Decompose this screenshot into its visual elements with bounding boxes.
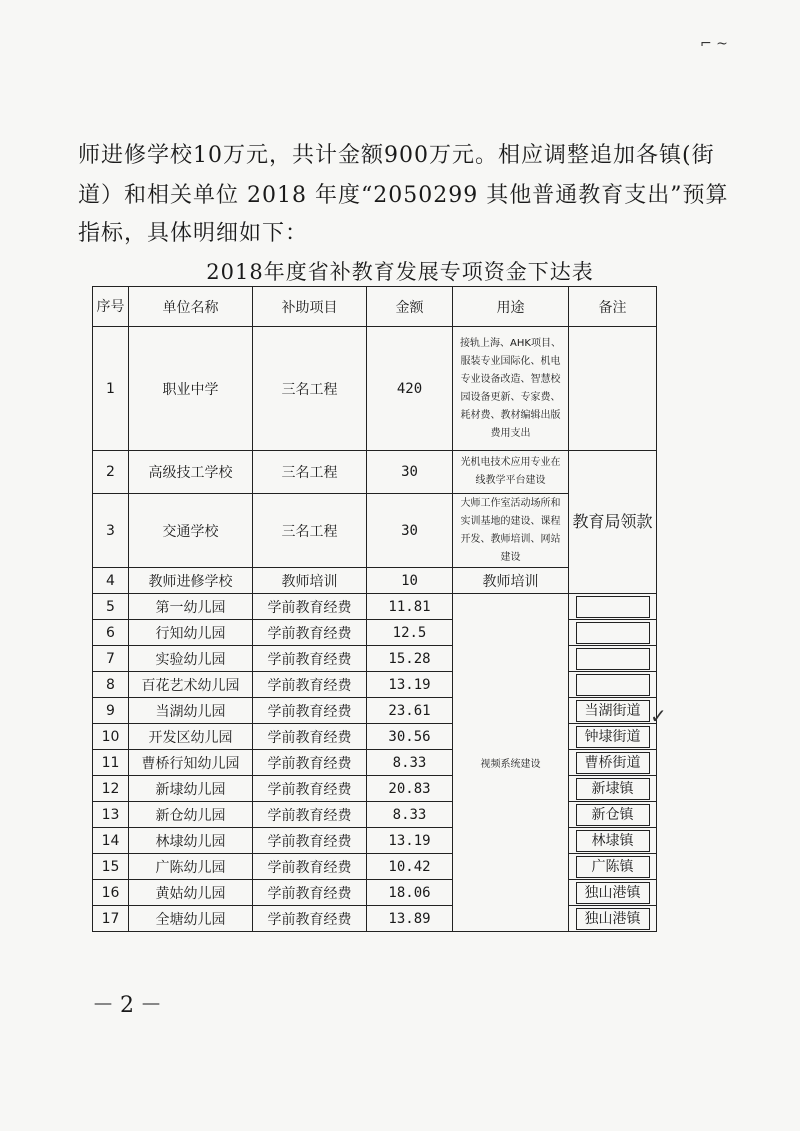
cell-amount: 30 (367, 494, 453, 568)
table-row (93, 672, 657, 698)
cell-amount: 18.06 (367, 880, 453, 906)
cell-seq: 8 (93, 672, 129, 698)
note-box: 当湖街道 (576, 700, 650, 722)
cell-note (569, 828, 657, 854)
cell-unit: 行知幼儿园 (129, 620, 253, 646)
cell-note-education-bureau: 教育局领款 (569, 451, 657, 594)
cell-unit: 曹桥行知幼儿园 (129, 750, 253, 776)
cell-amount: 13.89 (367, 906, 453, 932)
funds-allocation-table (92, 286, 657, 932)
cell-project: 三名工程 (253, 451, 367, 494)
cell-project: 学前教育经费 (253, 698, 367, 724)
cell-note (569, 776, 657, 802)
cell-note (569, 672, 657, 698)
cell-project: 学前教育经费 (253, 750, 367, 776)
table-row (93, 327, 657, 451)
cell-note (569, 594, 657, 620)
cell-project: 学前教育经费 (253, 724, 367, 750)
cell-seq: 4 (93, 568, 129, 594)
cell-unit: 交通学校 (129, 494, 253, 568)
cell-project: 学前教育经费 (253, 802, 367, 828)
header-project: 补助项目 (253, 287, 367, 327)
cell-note (569, 802, 657, 828)
cell-seq: 2 (93, 451, 129, 494)
cell-unit: 职业中学 (129, 327, 253, 451)
cell-amount: 10.42 (367, 854, 453, 880)
cell-unit: 当湖幼儿园 (129, 698, 253, 724)
cell-unit: 全塘幼儿园 (129, 906, 253, 932)
cell-seq: 3 (93, 494, 129, 568)
table-row (93, 828, 657, 854)
note-box: 新仓镇 (576, 804, 650, 826)
table-row (93, 880, 657, 906)
cell-seq: 6 (93, 620, 129, 646)
cell-seq: 5 (93, 594, 129, 620)
cell-note (569, 646, 657, 672)
cell-unit: 高级技工学校 (129, 451, 253, 494)
cell-note (569, 880, 657, 906)
table-row (93, 854, 657, 880)
note-box: 林埭镇 (576, 830, 650, 852)
cell-project: 学前教育经费 (253, 776, 367, 802)
page-number: －2－ (92, 993, 168, 1018)
cell-seq: 12 (93, 776, 129, 802)
cell-amount: 11.81 (367, 594, 453, 620)
cell-project: 学前教育经费 (253, 854, 367, 880)
cell-unit: 第一幼儿园 (129, 594, 253, 620)
cell-unit: 实验幼儿园 (129, 646, 253, 672)
cell-seq: 14 (93, 828, 129, 854)
cell-project: 学前教育经费 (253, 672, 367, 698)
header-unit: 单位名称 (129, 287, 253, 327)
cell-amount: 10 (367, 568, 453, 594)
table-title: 2018年度省补教育发展专项资金下达表 (206, 260, 594, 284)
cell-amount: 30 (367, 451, 453, 494)
header-amount: 金额 (367, 287, 453, 327)
table-row (93, 776, 657, 802)
cell-project: 学前教育经费 (253, 646, 367, 672)
scan-speck-mark: ⌐ ~ (700, 36, 728, 52)
body-text-line-1: 师进修学校10万元，共计金额900万元。相应调整追加各镇(街 (78, 143, 715, 168)
note-box (576, 648, 650, 670)
header-note: 备注 (569, 287, 657, 327)
table-row (93, 802, 657, 828)
header-seq: 序号 (93, 287, 129, 327)
note-box (576, 622, 650, 644)
note-box: 独山港镇 (576, 882, 650, 904)
cell-amount: 20.83 (367, 776, 453, 802)
cell-amount: 15.28 (367, 646, 453, 672)
table-row (93, 906, 657, 932)
cell-note (569, 724, 657, 750)
cell-unit: 新仓幼儿园 (129, 802, 253, 828)
cell-project: 学前教育经费 (253, 828, 367, 854)
cell-amount: 12.5 (367, 620, 453, 646)
cell-amount: 420 (367, 327, 453, 451)
note-box: 广陈镇 (576, 856, 650, 878)
table-row (93, 750, 657, 776)
table-header-row (93, 287, 657, 327)
cell-seq: 7 (93, 646, 129, 672)
table-row (93, 451, 657, 494)
table-row (93, 646, 657, 672)
cell-unit: 新埭幼儿园 (129, 776, 253, 802)
table-row (93, 594, 657, 620)
cell-note (569, 620, 657, 646)
cell-unit: 开发区幼儿园 (129, 724, 253, 750)
cell-purpose: 接轨上海、AHK项目、服装专业国际化、机电专业设备改造、智慧校园设备更新、专家费、耗材费、教材编辑出版费用支出 (453, 327, 569, 451)
cell-amount: 8.33 (367, 802, 453, 828)
pen-tick-mark: ✓ (650, 704, 667, 728)
body-text-line-2: 道）和相关单位 2018 年度“2050299 其他普通教育支出”预算 (78, 183, 729, 208)
cell-project: 学前教育经费 (253, 594, 367, 620)
note-box (576, 596, 650, 618)
cell-purpose: 光机电技术应用专业在线教学平台建设 (453, 451, 569, 494)
note-box (576, 674, 650, 696)
cell-project: 学前教育经费 (253, 620, 367, 646)
cell-project: 三名工程 (253, 327, 367, 451)
cell-seq: 17 (93, 906, 129, 932)
cell-project: 三名工程 (253, 494, 367, 568)
cell-note (569, 698, 657, 724)
cell-note (569, 906, 657, 932)
cell-project: 教师培训 (253, 568, 367, 594)
cell-purpose: 教师培训 (453, 568, 569, 594)
cell-project: 学前教育经费 (253, 880, 367, 906)
cell-seq: 13 (93, 802, 129, 828)
cell-purpose-kindergarten: 视频系统建设 (453, 594, 569, 932)
cell-amount: 23.61 (367, 698, 453, 724)
note-box: 新埭镇 (576, 778, 650, 800)
cell-seq: 10 (93, 724, 129, 750)
cell-seq: 1 (93, 327, 129, 451)
note-box: 独山港镇 (576, 908, 650, 930)
cell-unit: 林埭幼儿园 (129, 828, 253, 854)
cell-unit: 百花艺术幼儿园 (129, 672, 253, 698)
cell-note (569, 854, 657, 880)
cell-purpose: 大师工作室活动场所和实训基地的建设、课程开发、教师培训、网站建设 (453, 494, 569, 568)
cell-seq: 15 (93, 854, 129, 880)
cell-unit: 教师进修学校 (129, 568, 253, 594)
table-row (93, 724, 657, 750)
table-row (93, 620, 657, 646)
cell-note (569, 750, 657, 776)
note-box: 曹桥街道 (576, 752, 650, 774)
cell-seq: 16 (93, 880, 129, 906)
cell-seq: 9 (93, 698, 129, 724)
cell-amount: 13.19 (367, 828, 453, 854)
cell-unit: 黄姑幼儿园 (129, 880, 253, 906)
cell-project: 学前教育经费 (253, 906, 367, 932)
table-row (93, 698, 657, 724)
cell-seq: 11 (93, 750, 129, 776)
cell-amount: 8.33 (367, 750, 453, 776)
cell-amount: 30.56 (367, 724, 453, 750)
cell-amount: 13.19 (367, 672, 453, 698)
header-purpose: 用途 (453, 287, 569, 327)
note-box: 钟埭街道 (576, 726, 650, 748)
body-text-line-3: 指标，具体明细如下： (78, 221, 309, 246)
cell-note (569, 327, 657, 451)
cell-unit: 广陈幼儿园 (129, 854, 253, 880)
